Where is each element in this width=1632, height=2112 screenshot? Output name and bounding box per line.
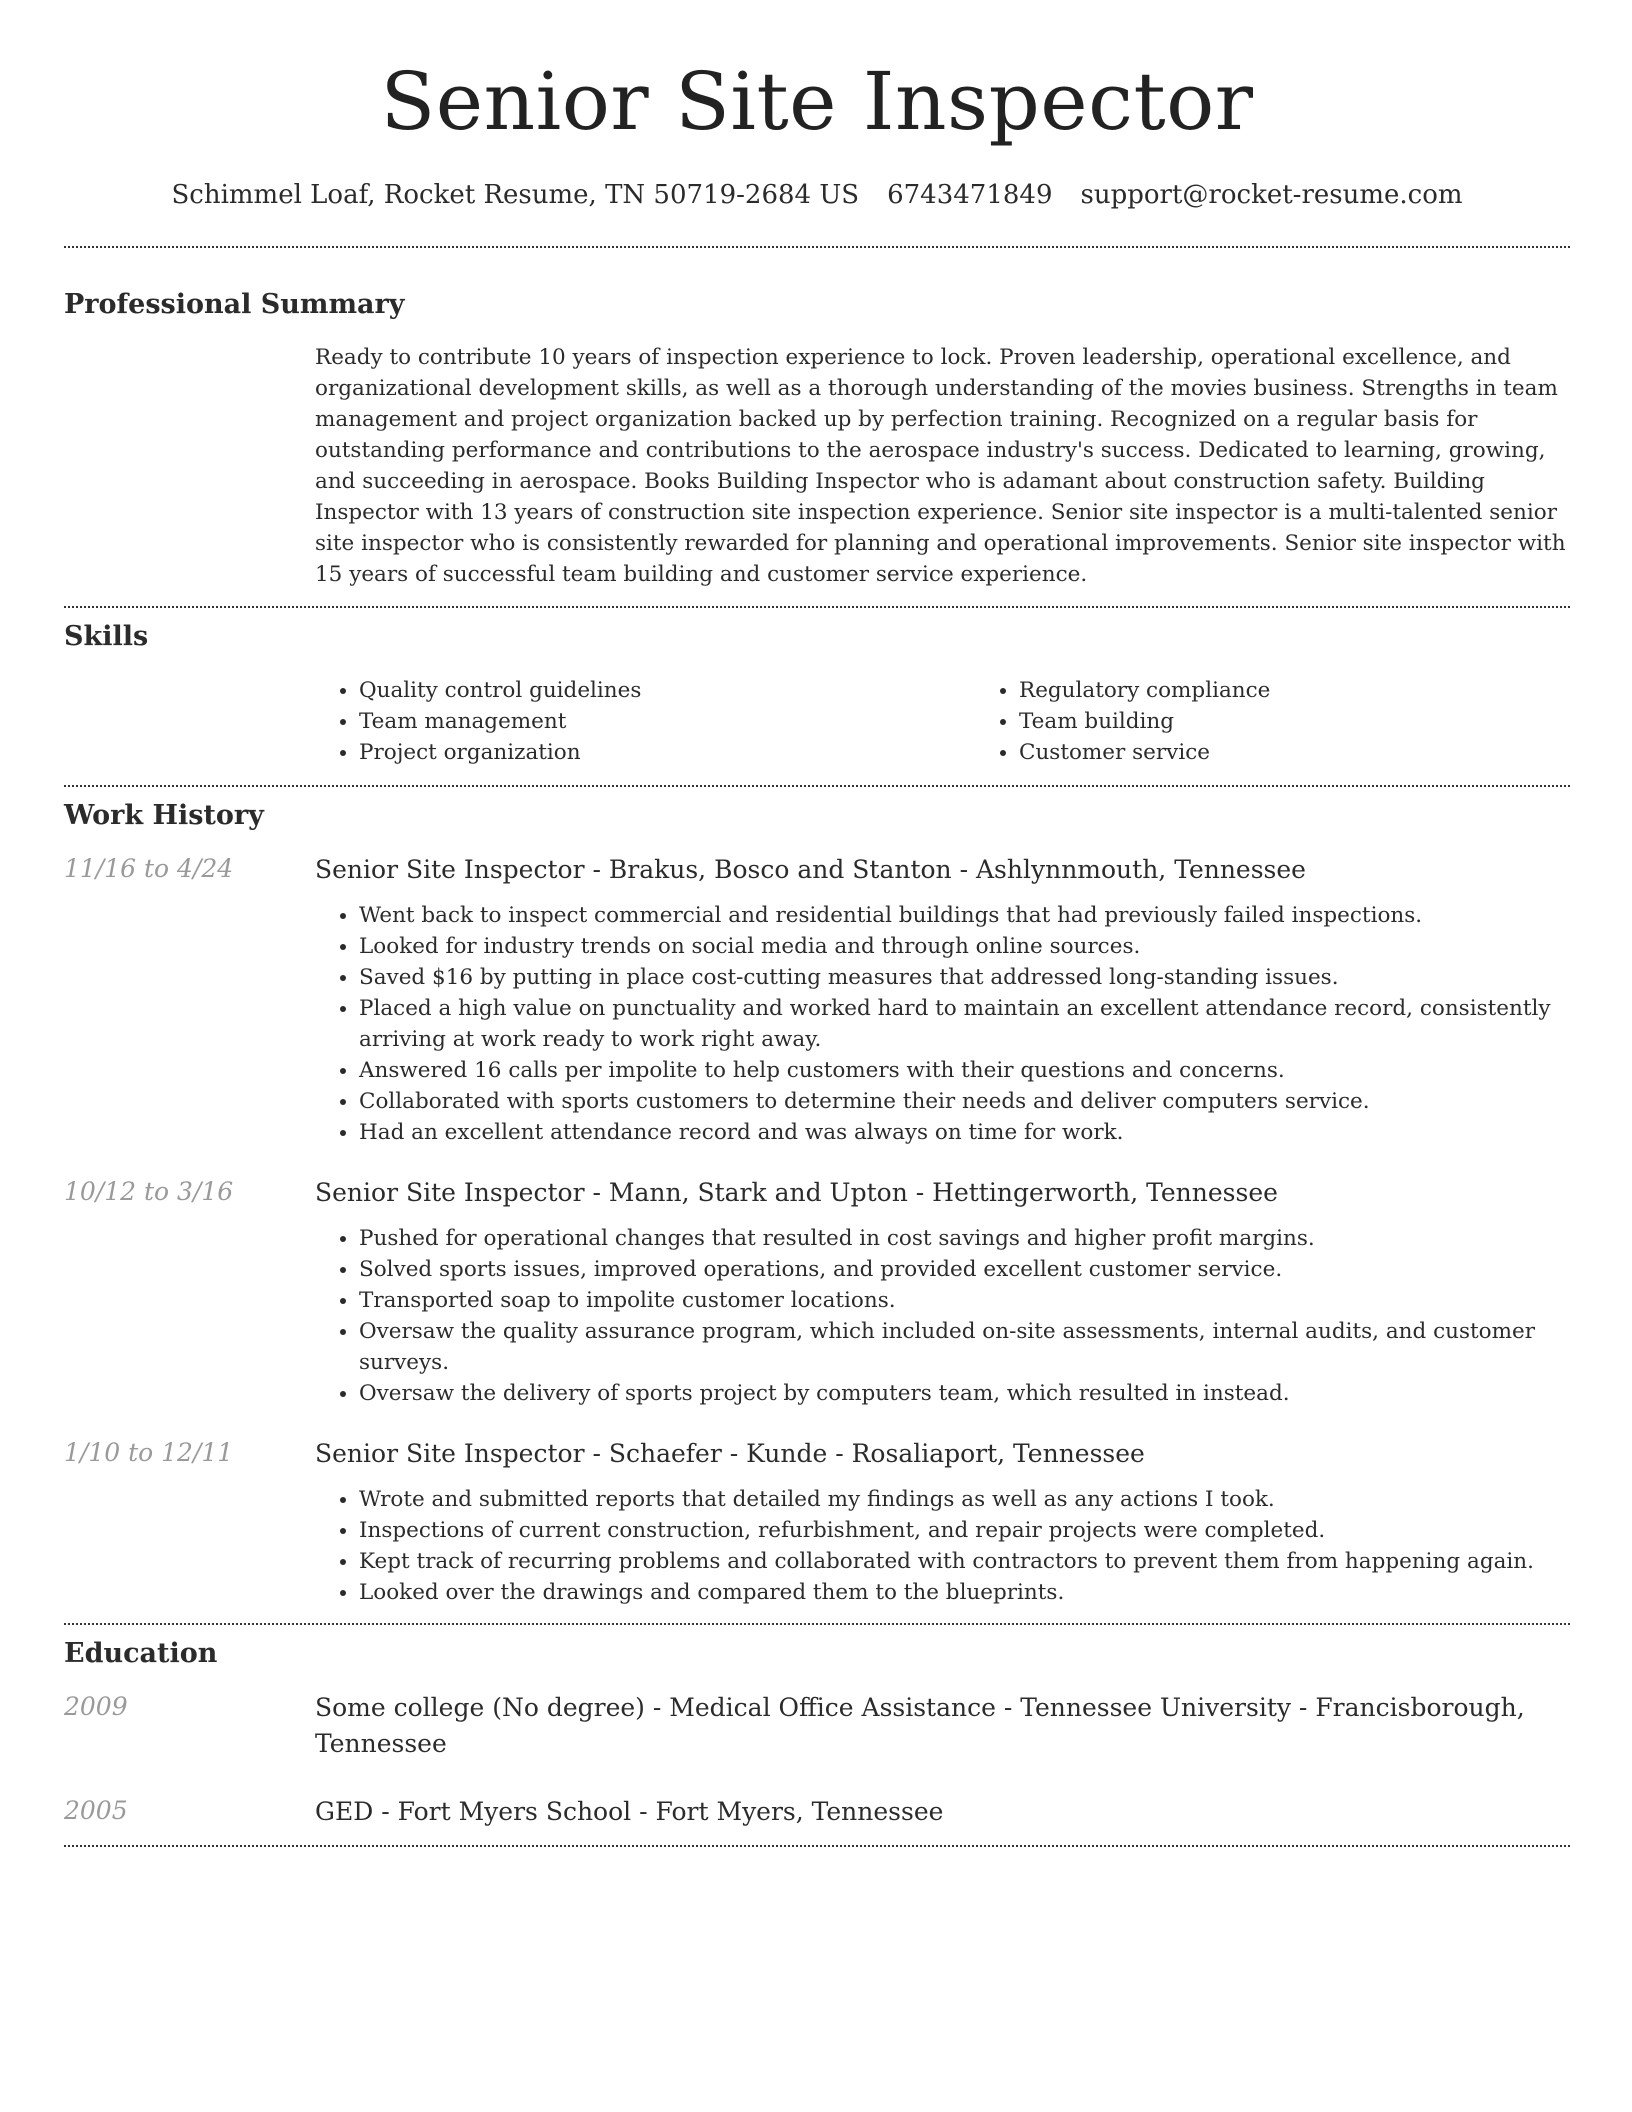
divider [64, 606, 1570, 608]
job-bullet: • Answered 16 calls per impolite to help customers with their questions and concerns. [359, 1055, 1570, 1086]
job-entry [64, 1436, 1570, 1608]
job-bullet: • Pushed for operational changes that resulted in cost savings and higher profit margins. [359, 1223, 1570, 1254]
job-dates: 11/16 to 4/24 [64, 854, 234, 883]
job-title: Senior Site Inspector - Mann, Stark and Upton - Hettingerworth, Tennessee [315, 1178, 1278, 1207]
job-bullets [315, 1484, 1570, 1608]
job-bullet: • Oversaw the quality assurance program, which included on-site assessments, internal audits, and customer surveys. [359, 1316, 1570, 1378]
job-dates: 1/10 to 12/11 [64, 1438, 234, 1467]
summary-heading: Professional Summary [64, 289, 405, 320]
job-bullet: • Placed a high value on punctuality and worked hard to maintain an excellent attendance record, consistently arriving at work ready to work right away. [359, 993, 1570, 1055]
work-heading: Work History [64, 800, 264, 831]
job-bullet: • Kept track of recurring problems and collaborated with contractors to prevent them from happening again. [359, 1546, 1570, 1577]
skills-list-left [315, 675, 975, 768]
job-title: Senior Site Inspector - Schaefer - Kunde - Rosaliaport, Tennessee [315, 1439, 1145, 1468]
job-bullet: • Saved $16 by putting in place cost-cutting measures that addressed long-standing issues. [359, 962, 1570, 993]
education-heading: Education [64, 1638, 218, 1669]
divider [64, 1845, 1570, 1847]
skills-heading: Skills [64, 621, 149, 652]
job-bullet: • Went back to inspect commercial and residential buildings that had previously failed inspections. [359, 900, 1570, 931]
skill-item: • Regulatory compliance [1019, 675, 1632, 706]
job-title: Senior Site Inspector - Brakus, Bosco and Stanton - Ashlynnmouth, Tennessee [315, 855, 1306, 884]
job-entry [64, 1175, 1570, 1409]
job-bullets [315, 900, 1570, 1148]
skill-item: • Team building [1019, 706, 1632, 737]
contact-address: Schimmel Loaf, Rocket Resume, TN 50719-2684 US [171, 180, 860, 210]
skill-item: • Quality control guidelines [359, 675, 975, 706]
job-bullet: • Wrote and submitted reports that detailed my findings as well as any actions I took. [359, 1484, 1570, 1515]
skills-section [64, 675, 1570, 768]
skill-item: • Customer service [1019, 737, 1632, 768]
contact-line [64, 178, 1570, 212]
job-bullet: • Solved sports issues, improved operations, and provided excellent customer service. [359, 1254, 1570, 1285]
job-bullet: • Inspections of current construction, refurbishment, and repair projects were completed. [359, 1515, 1570, 1546]
contact-email: support@rocket-resume.com [1080, 180, 1463, 210]
divider [64, 246, 1570, 248]
education-degree: GED - Fort Myers School - Fort Myers, Tennessee [315, 1797, 944, 1826]
contact-phone: 6743471849 [887, 180, 1053, 210]
job-bullet: • Oversaw the delivery of sports project by computers team, which resulted in instead. [359, 1378, 1570, 1409]
job-bullets [315, 1223, 1570, 1409]
candidate-name: Senior Site Inspector [380, 55, 1254, 148]
skill-item: • Team management [359, 706, 975, 737]
education-entry [64, 1794, 1570, 1830]
skill-item: • Project organization [359, 737, 975, 768]
job-entry [64, 852, 1570, 1148]
education-year: 2009 [64, 1692, 128, 1721]
education-degree: Some college (No degree) - Medical Office Assistance - Tennessee University - Francisborough, Tennessee [315, 1693, 1525, 1758]
resume-page [64, 0, 1570, 1847]
divider [64, 785, 1570, 787]
education-year: 2005 [64, 1796, 128, 1825]
job-bullet: • Collaborated with sports customers to determine their needs and deliver computers service. [359, 1086, 1570, 1117]
job-bullet: • Had an excellent attendance record and was always on time for work. [359, 1117, 1570, 1148]
job-bullet: • Looked for industry trends on social media and through online sources. [359, 931, 1570, 962]
summary-section [64, 342, 1570, 590]
education-entry [64, 1690, 1570, 1762]
divider [64, 1623, 1570, 1625]
job-dates: 10/12 to 3/16 [64, 1177, 234, 1206]
skills-list-right [975, 675, 1632, 768]
job-bullet: • Transported soap to impolite customer locations. [359, 1285, 1570, 1316]
summary-text: Ready to contribute 10 years of inspection experience to lock. Proven leadership, operational excellence, and organizational development skills, as well as a thorough understanding of the movies business. Strengths in team management and project organization backed up by perfection training. Recognized on a regular basis for outstanding performance and contributions to the aerospace industry's success. Dedicated to learning, growing, and succeeding in aerospace. Books Building Inspector who is adamant about construction safety. Building Inspector with 13 years of construction site inspection experience. Senior site inspector is a multi-talented senior site inspector who is consistently rewarded for planning and operational improvements. Senior site inspector with 15 years of successful team building and customer service experience. [315, 345, 1566, 587]
job-bullet: • Looked over the drawings and compared them to the blueprints. [359, 1577, 1570, 1608]
